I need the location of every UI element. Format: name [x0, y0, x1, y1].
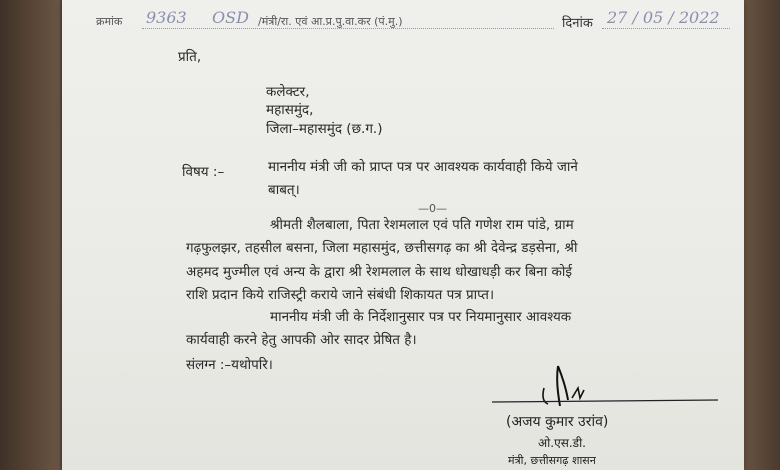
- date-handwritten: 27 / 05 / 2022: [607, 8, 720, 27]
- desk-right: [742, 0, 780, 470]
- signatory-name: (अजय कुमार उरांव): [506, 414, 609, 430]
- body-p1-line-2: गढ़फुलझर, तहसील बसना, जिला महासमुंद, छत्तीसगढ़ का श्री देवेन्द्र डड़सेना, श्री: [186, 240, 578, 256]
- body-p1-line-3: अहमद मुज्मील एवं अन्य के द्वारा श्री रेशमलाल के साथ धोखाधड़ी कर बिना कोई: [186, 264, 572, 280]
- signatory-designation: ओ.एस.डी.: [538, 436, 586, 450]
- body-p2-line-1: माननीय मंत्री जी के निर्देशानुसार पत्र पर नियमानुसार आवश्यक: [270, 309, 572, 325]
- letter-page: [62, 0, 744, 470]
- letter-number: 9363: [146, 8, 187, 27]
- number-dotted-line: [142, 28, 554, 29]
- body-p2-line-2: कार्यवाही करने हेतु आपकी ओर सादर प्रेषित है।: [186, 332, 417, 348]
- signatory-office: मंत्री, छत्तीसगढ़ शासन: [508, 454, 596, 467]
- signature-mark: [482, 358, 722, 418]
- department-reference: /मंत्री/रा. एवं आ.प्र.पु.वा.कर (पं.मु.): [258, 15, 403, 28]
- dinank-label: दिनांक: [562, 16, 593, 31]
- subject-line-2: बाबत्।: [268, 182, 300, 198]
- address-line-3: जिला–महासमुंद (छ.ग.): [266, 121, 383, 137]
- body-p1-line-4: राशि प्रदान किये राजिस्ट्री कराये जाने संबंधी शिकायत पत्र प्राप्त।: [186, 287, 495, 303]
- separator: —0—: [418, 202, 447, 215]
- date-dotted-line: [602, 28, 730, 29]
- enclosure-note: संलग्न :–यथोपरि।: [186, 357, 273, 373]
- kramank-label: क्रमांक: [96, 15, 123, 28]
- osd-handwritten: OSD: [212, 8, 249, 27]
- subject-label: विषय :–: [182, 164, 225, 180]
- prati-label: प्रति,: [178, 49, 202, 65]
- subject-line-1: माननीय मंत्री जी को प्राप्त पत्र पर आवश्यक कार्यवाही किये जाने: [268, 159, 578, 175]
- body-p1-line-1: श्रीमती शैलबाला, पिता रेशमलाल एवं पति गणेश राम पांडे, ग्राम: [270, 217, 574, 233]
- address-line-2: महासमुंद,: [266, 102, 314, 118]
- address-line-1: कलेक्टर,: [266, 84, 310, 100]
- desk-left: [0, 0, 60, 470]
